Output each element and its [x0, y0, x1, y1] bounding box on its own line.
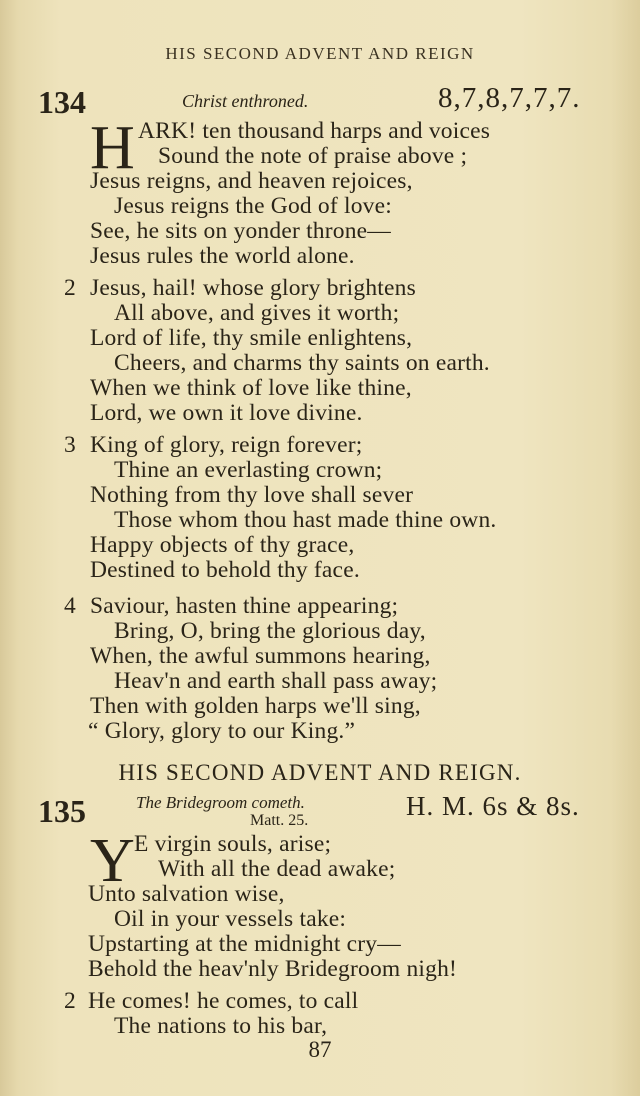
verse-line: Jesus, hail! whose glory brightens	[90, 275, 416, 301]
hymn-title: The Bridegroom cometh.	[136, 793, 305, 812]
verse-line: Destined to behold thy face.	[90, 557, 360, 583]
section-heading: HIS SECOND ADVENT AND REIGN.	[118, 760, 522, 785]
hymn-meter: H. M. 6s & 8s.	[406, 791, 580, 821]
verse-line: Oil in your vessels take:	[114, 906, 347, 932]
verse-line: Heav'n and earth shall pass away;	[114, 668, 438, 694]
verse-line: Lord, we own it love divine.	[90, 400, 363, 426]
verse-line: Nothing from thy love shall sever	[90, 482, 414, 508]
verse-line: Then with golden harps we'll sing,	[90, 693, 421, 719]
verse-line: Happy objects of thy grace,	[90, 532, 355, 558]
verse-line: King of glory, reign forever;	[90, 432, 363, 458]
verse-line: Jesus rules the world alone.	[90, 243, 355, 269]
verse-line: E virgin souls, arise;	[134, 831, 332, 857]
verse-number: 4	[64, 593, 76, 619]
page-number: 87	[308, 1037, 332, 1062]
verse-number: 2	[64, 275, 76, 301]
verse-line: The nations to his bar,	[114, 1013, 328, 1039]
verse-line: Jesus reigns, and heaven rejoices,	[90, 168, 413, 194]
verse-line: Jesus reigns the God of love:	[114, 193, 392, 219]
verse-line: Those whom thou hast made thine own.	[114, 507, 497, 533]
verse-line: With all the dead awake;	[158, 856, 396, 882]
verse-line: “ Glory, glory to our King.”	[88, 718, 356, 744]
verse-line: Unto salvation wise,	[88, 881, 285, 907]
verse-number: 3	[64, 432, 76, 458]
verse-line: When, the awful summons hearing,	[90, 643, 431, 669]
verse-line: Sound the note of praise above ;	[158, 143, 468, 169]
drop-cap: Y	[90, 827, 135, 895]
verse-line: ARK! ten thousand harps and voices	[138, 118, 491, 144]
hymn-number: 134	[38, 84, 86, 120]
verse-line: See, he sits on yonder throne—	[90, 218, 392, 244]
verse-line: Lord of life, thy smile enlightens,	[90, 325, 413, 351]
verse-line: Cheers, and charms thy saints on earth.	[114, 350, 490, 376]
verse-line: Behold the heav'nly Bridegroom nigh!	[88, 956, 458, 982]
running-head: HIS SECOND ADVENT AND REIGN	[165, 44, 475, 63]
hymn-meter: 8,7,8,7,7,7.	[438, 82, 581, 114]
verse-line: Bring, O, bring the glorious day,	[114, 618, 426, 644]
drop-cap: H	[90, 114, 135, 182]
verse-line: Saviour, hasten thine appearing;	[90, 593, 399, 619]
verse-number: 2	[64, 988, 76, 1014]
verse-line: When we think of love like thine,	[90, 375, 412, 401]
hymn-number: 135	[38, 793, 86, 829]
verse-line: Thine an everlasting crown;	[114, 457, 383, 483]
verse-line: All above, and gives it worth;	[114, 300, 400, 326]
verse-line: He comes! he comes, to call	[88, 988, 359, 1014]
hymn-title: Christ enthroned.	[182, 91, 309, 111]
verse-line: Upstarting at the midnight cry—	[88, 931, 401, 957]
scripture-reference: Matt. 25.	[250, 812, 309, 829]
